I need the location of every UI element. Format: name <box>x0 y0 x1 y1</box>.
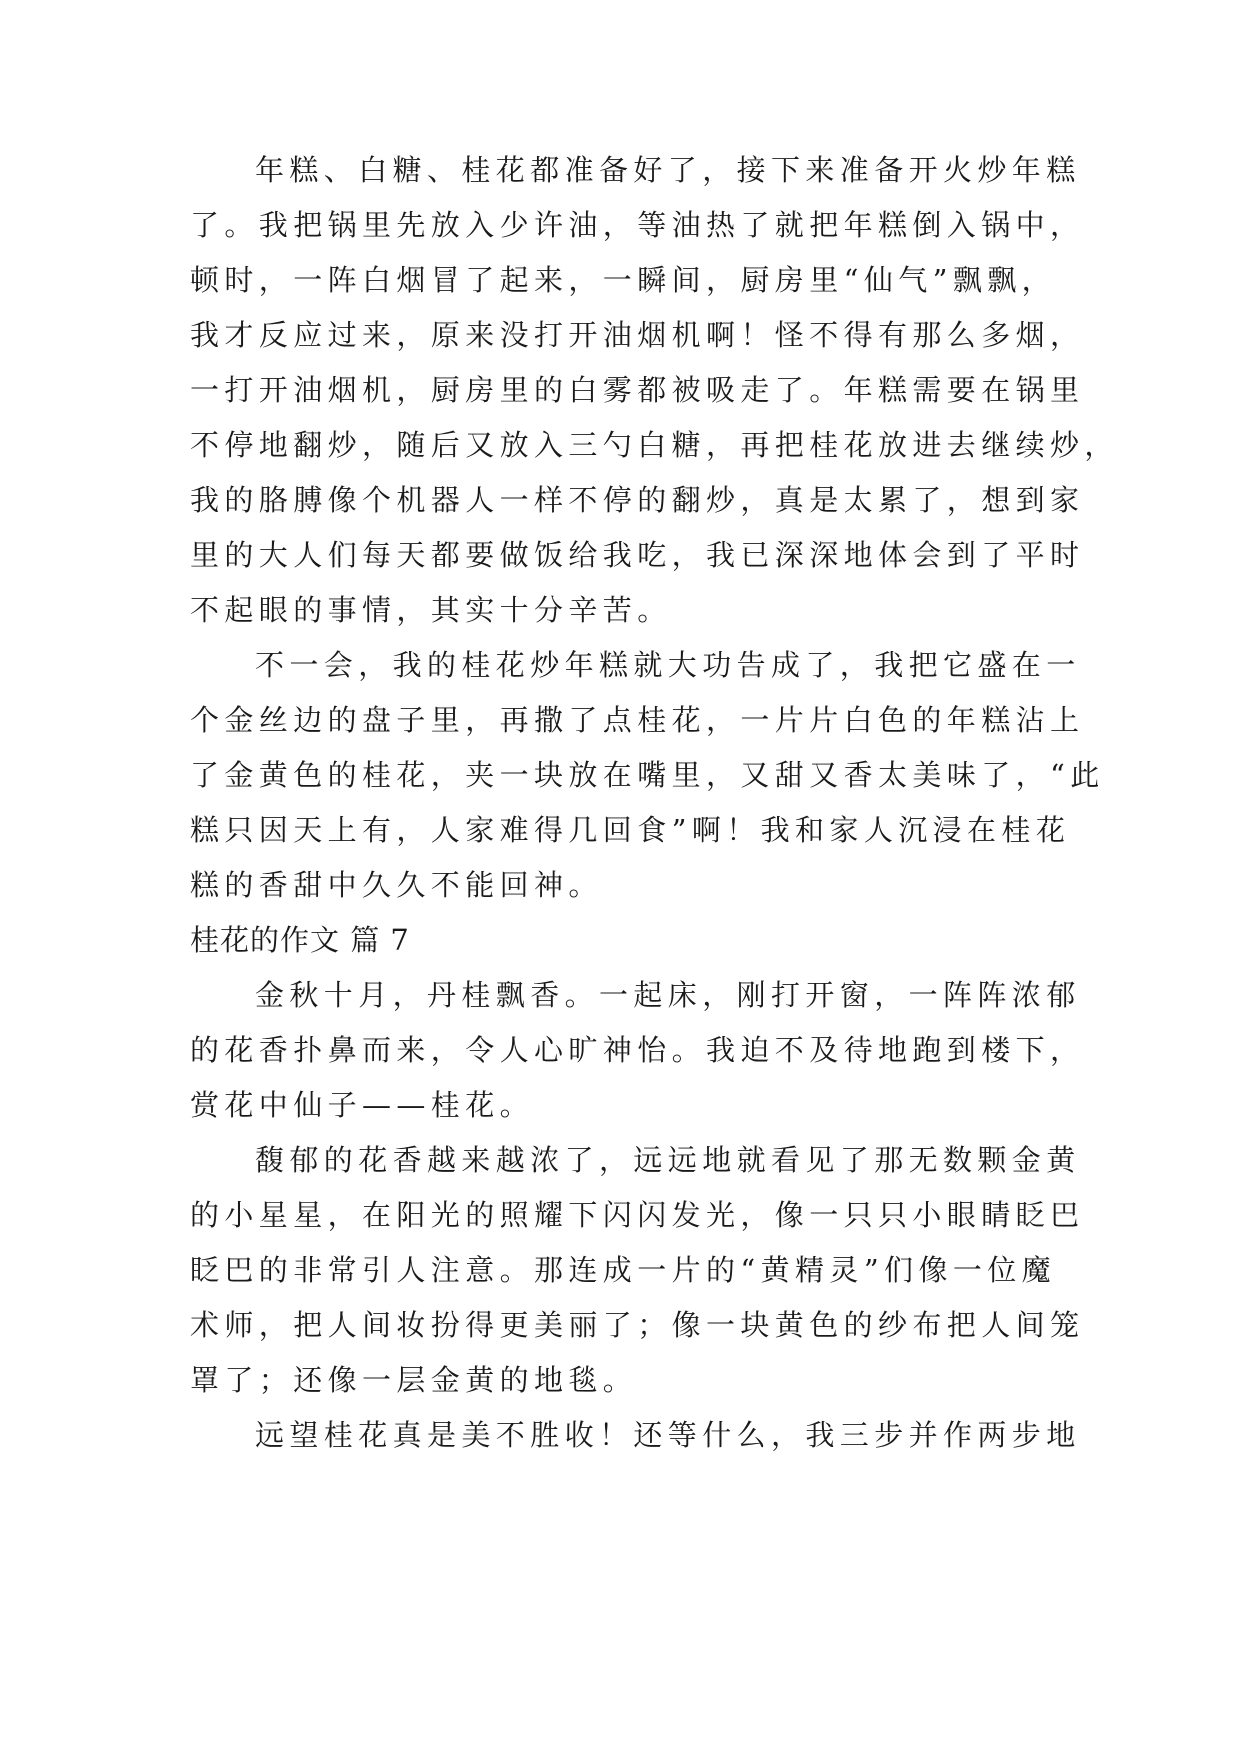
text-line: 顿时，一阵白烟冒了起来，一瞬间，厨房里“仙气”飘飘， <box>190 263 1057 297</box>
text-line: 个金丝边的盘子里，再撒了点桂花，一片片白色的年糕沾上 <box>190 703 1085 737</box>
text-line: 年糕、白糖、桂花都准备好了，接下来准备开火炒年糕 <box>255 153 1081 187</box>
text-line: 馥郁的花香越来越浓了，远远地就看见了那无数颗金黄 <box>255 1143 1081 1177</box>
text-line: 不起眼的事情，其实十分辛苦。 <box>190 593 672 627</box>
text-line: 不一会，我的桂花炒年糕就大功告成了，我把它盛在一 <box>255 648 1081 682</box>
text-line: 我的胳膊像个机器人一样不停的翻炒，真是太累了，想到家 <box>190 483 1085 517</box>
text-line: 金秋十月，丹桂飘香。一起床，刚打开窗，一阵阵浓郁 <box>255 978 1081 1012</box>
text-line: 远望桂花真是美不胜收！还等什么，我三步并作两步地 <box>255 1418 1081 1452</box>
text-line: 眨巴的非常引人注意。那连成一片的“黄精灵”们像一位魔 <box>190 1253 1057 1287</box>
text-line: 术师，把人间妆扮得更美丽了；像一块黄色的纱布把人间笼 <box>190 1308 1085 1342</box>
text-line: 不停地翻炒，随后又放入三勺白糖，再把桂花放进去继续炒， <box>190 428 1119 462</box>
text-line: 一打开油烟机，厨房里的白雾都被吸走了。年糕需要在锅里 <box>190 373 1085 407</box>
text-line: 了金黄色的桂花，夹一块放在嘴里，又甜又香太美味了，“此 <box>190 758 1105 792</box>
text-line: 的花香扑鼻而来，令人心旷神怡。我迫不及待地跑到楼下， <box>190 1033 1085 1067</box>
text-line: 罩了；还像一层金黄的地毯。 <box>190 1363 638 1397</box>
text-line: 里的大人们每天都要做饭给我吃，我已深深地体会到了平时 <box>190 538 1085 572</box>
section-heading: 桂花的作文 篇 7 <box>190 923 410 957</box>
text-line: 的小星星，在阳光的照耀下闪闪发光，像一只只小眼睛眨巴 <box>190 1198 1085 1232</box>
text-line: 了。我把锅里先放入少许油，等油热了就把年糕倒入锅中， <box>190 208 1085 242</box>
text-line: 糕的香甜中久久不能回神。 <box>190 868 603 902</box>
text-line: 我才反应过来，原来没打开油烟机啊！怪不得有那么多烟， <box>190 318 1085 352</box>
text-line: 糕只因天上有，人家难得几回食”啊！我和家人沉浸在桂花 <box>190 813 1071 847</box>
text-line: 赏花中仙子——桂花。 <box>190 1088 535 1122</box>
